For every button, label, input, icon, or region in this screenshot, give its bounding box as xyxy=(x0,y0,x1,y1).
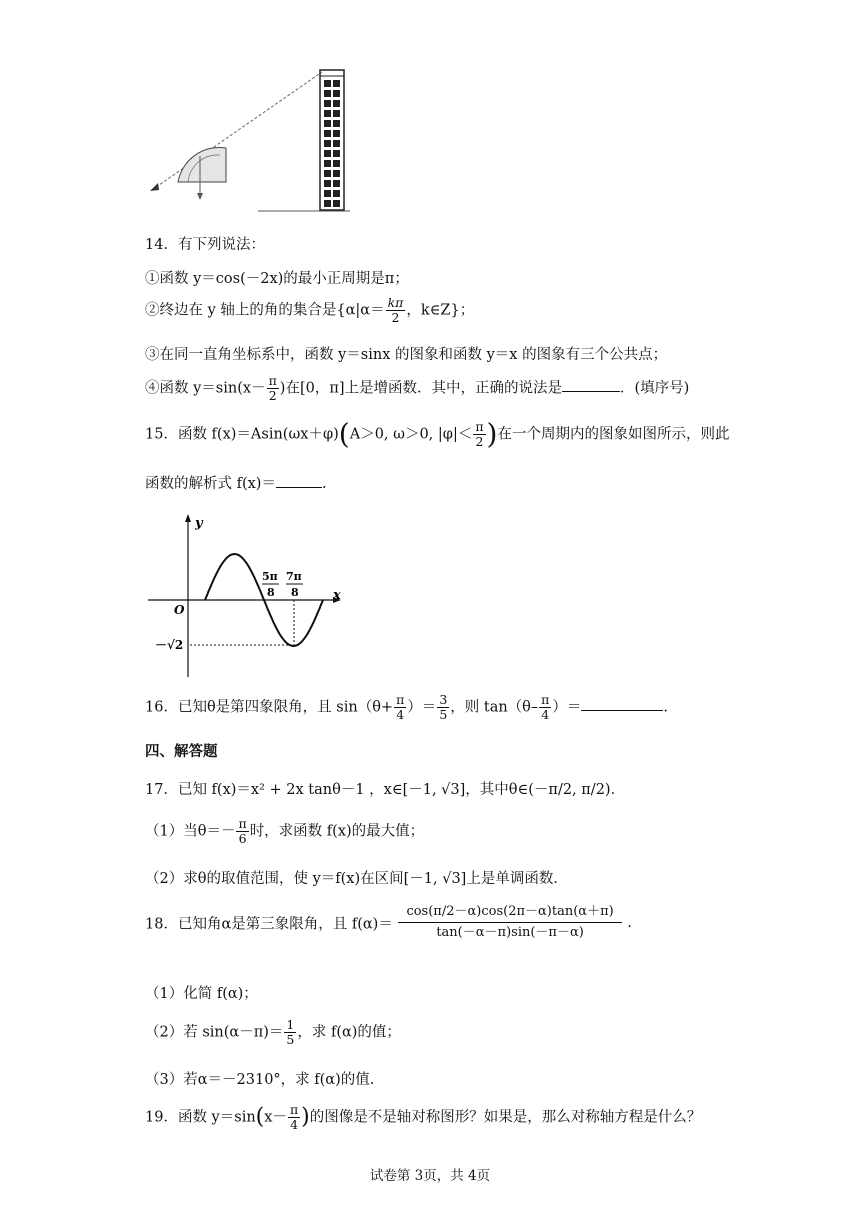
origin-label: O xyxy=(174,603,185,617)
building-window xyxy=(324,150,331,157)
answer-blank[interactable] xyxy=(562,377,620,392)
q14-item-2-prefix: ②终边在 y 轴上的角的集合是{α|α＝ xyxy=(145,302,385,319)
protractor-building-figure xyxy=(140,60,360,220)
fraction: $\frac{3}{5}$ xyxy=(439,692,448,722)
q17-line-1: 17．已知 f(x)＝x² + 2x tanθ－1 ，x∈[－1, √3]，其中θ∈(－π/2, π/2)． xyxy=(145,782,626,798)
building-window xyxy=(333,110,340,117)
page-footer: 试卷第 3页，共 4页 xyxy=(369,1168,491,1184)
building-window xyxy=(324,80,331,87)
q19-line: 19．函数 y＝sin(x－ $\frac{\pi}{4}$ )的图像是不是轴对称图形？如果是，那么对称轴方程是什么？ xyxy=(145,1102,702,1132)
building-window xyxy=(324,180,331,187)
q15-sine-graph xyxy=(145,512,355,682)
fraction: $\frac{\pi}{2}$ xyxy=(475,419,484,449)
answer-blank[interactable] xyxy=(276,473,322,488)
q18-part-2: （2）若 sin(α－π)＝ $\frac{1}{5}$ ，求 f(α)的值； xyxy=(145,1017,401,1047)
axis-x-label: x xyxy=(333,588,341,603)
tick-5pi-8-num: 5π xyxy=(262,570,278,583)
axis-y-label: y xyxy=(195,516,203,531)
q14-item-1: ①函数 y＝cos(－2x)的最小正周期是π； xyxy=(145,271,409,287)
fraction: $\frac{\pi}{2}$ xyxy=(268,373,277,403)
building-window xyxy=(333,150,340,157)
q18-line: 18．已知角α是第三象限角，且 f(α)＝ $\frac{\cos(\pi/2-\alpha)\cos(2\pi-\alpha)\tan(\alpha+\pi)}{\tan(-\alpha-\pi)\sin(-\pi-\alpha)}$ . xyxy=(145,904,632,941)
tick-7pi-8-num: 7π xyxy=(286,570,302,583)
building-window xyxy=(324,100,331,107)
tick-5pi-8-den: 8 xyxy=(267,586,275,599)
building-window xyxy=(324,130,331,137)
q15-line-2: 函数的解析式 f(x)＝ . xyxy=(145,472,327,493)
fraction: $\frac{\pi}{4}$ xyxy=(541,692,550,722)
fraction: $\frac{k\pi}{2}$ xyxy=(387,295,404,325)
building-window xyxy=(333,80,340,87)
fraction: $\frac{\pi}{4}$ xyxy=(396,692,405,722)
q14-item-2 xyxy=(145,296,474,325)
building-window xyxy=(333,140,340,147)
fraction: $\frac{\pi}{6}$ xyxy=(238,816,247,846)
building-window xyxy=(333,100,340,107)
q14-item-2-suffix: ，k∈Z}； xyxy=(406,302,475,319)
q15-line-1: 15．函数 f(x)＝Asin(ωx＋φ)(A＞0, ω＞0, |φ|＜ $\frac{\pi}{2}$ )在一个周期内的图象如图所示，则此 xyxy=(145,417,730,451)
building-window xyxy=(333,160,340,167)
section-title: 四、解答题 xyxy=(145,743,218,760)
building-window xyxy=(324,160,331,167)
q14-title: 14．有下列说法： xyxy=(145,237,265,253)
q16-line: 16．已知θ是第四象限角，且 sin（θ+ $\frac{\pi}{4}$ ）＝ $\frac{3}{5}$ ，则 tan（θ– $\frac{\pi}{4}$ ）＝ . xyxy=(145,692,668,722)
building-window xyxy=(333,90,340,97)
q17-part-1: （1）当θ＝－ $\frac{\pi}{6}$ 时，求函数 f(x)的最大值； xyxy=(145,816,425,846)
q14-item-4: ④函数 y＝sin(x－ $\frac{\pi}{2}$ )在[0，π]上是增函数．其中，正确的说法是 ．(填序号) xyxy=(145,373,690,403)
fraction: $\frac{\cos(\pi/2-\alpha)\cos(2\pi-\alpha)\tan(\alpha+\pi)}{\tan(-\alpha-\pi)\sin(-\pi-\alpha)}$ xyxy=(398,905,621,941)
building-window xyxy=(324,200,331,207)
tick-7pi-8-den: 8 xyxy=(291,586,299,599)
building-window xyxy=(333,170,340,177)
building-window xyxy=(324,190,331,197)
building-window xyxy=(324,110,331,117)
fraction: $\frac{\pi}{4}$ xyxy=(289,1102,299,1132)
fraction: $\frac{1}{5}$ xyxy=(286,1017,295,1047)
q17-part-2: （2）求θ的取值范围，使 y＝f(x)在区间[－1, √3]上是单调函数． xyxy=(145,871,568,887)
q18-part-1: （1）化简 f(α)； xyxy=(145,986,258,1002)
q14-item-3: ③在同一直角坐标系中，函数 y＝sinx 的图象和函数 y＝x 的图象有三个公共点； xyxy=(145,347,668,363)
building-window xyxy=(333,190,340,197)
building-window xyxy=(333,180,340,187)
building-window xyxy=(324,140,331,147)
building-window xyxy=(333,200,340,207)
answer-blank[interactable] xyxy=(581,696,663,711)
building-window xyxy=(333,120,340,127)
building-window xyxy=(324,170,331,177)
building-window xyxy=(324,90,331,97)
q18-part-3: （3）若α＝－2310°，求 f(α)的值. xyxy=(145,1072,375,1088)
building-window xyxy=(324,120,331,127)
building-window xyxy=(333,130,340,137)
min-value-label: －√2 xyxy=(155,638,184,652)
